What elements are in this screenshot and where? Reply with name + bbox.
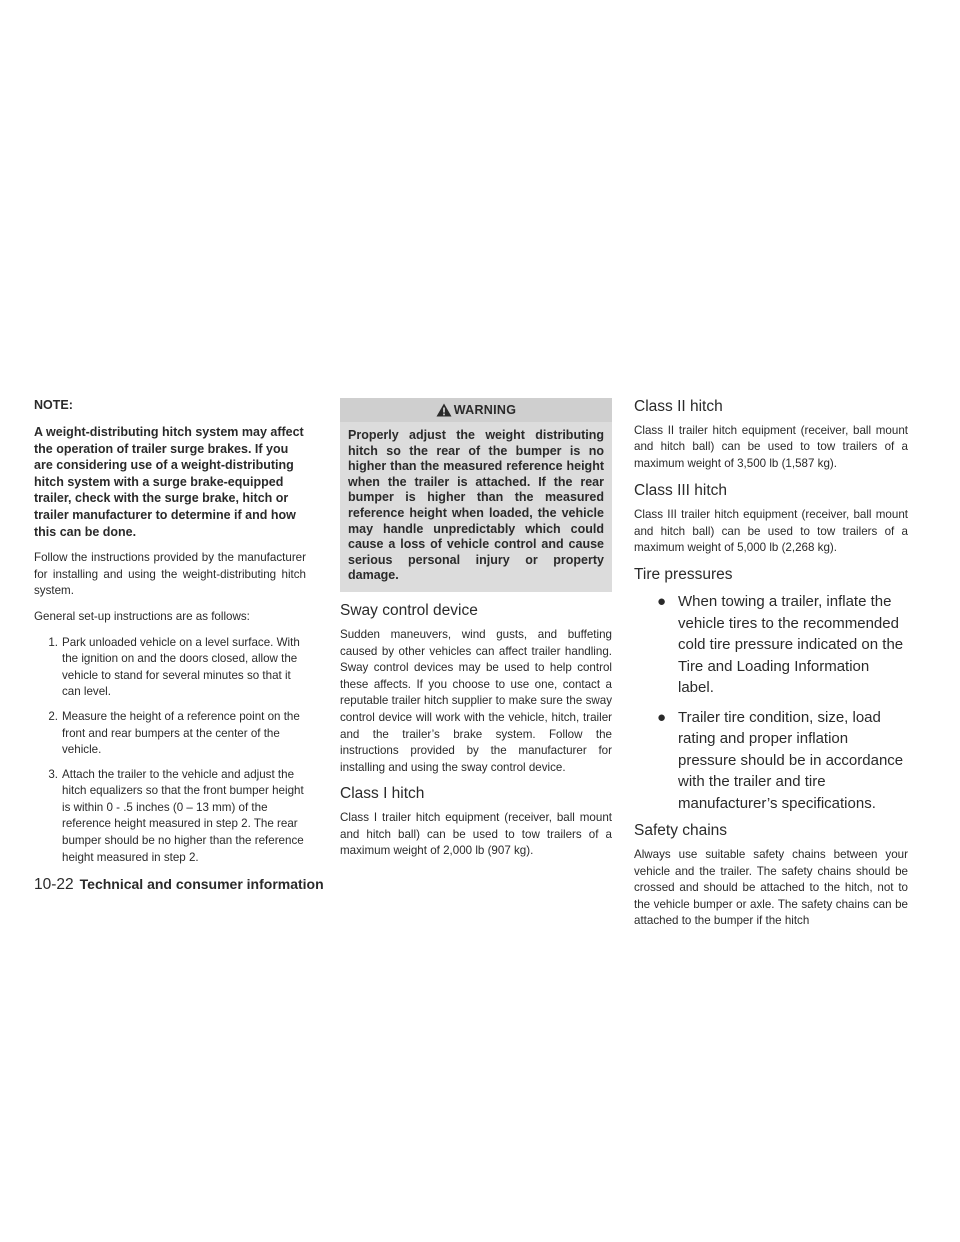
warning-triangle-icon: [436, 403, 452, 417]
sway-control-heading: Sway control device: [340, 601, 478, 619]
bullet-text: When towing a trailer, inflate the vehicle tires to the recommended cold tire pressure indicated on the Tire and Loading Information label.: [678, 593, 904, 697]
column-1: [34, 398, 306, 874]
class3-hitch-text: Class III trailer hitch equipment (receiver, ball mount and hitch ball) can be used to tow trailers of a maximum weight of 5,000 lb (2,268 kg).: [634, 508, 908, 555]
list-item: [634, 591, 908, 699]
instructions-paragraph: Follow the instructions provided by the manufacturer for installing and using the weight-distributing hitch system.: [34, 551, 306, 598]
list-item: [34, 709, 306, 759]
warning-title: WARNING: [453, 403, 517, 417]
bullet-text: Trailer tire condition, size, load rating and proper inflation pressure should be in accordance with the trailer and tire manufacturer’s specifications.: [678, 708, 904, 812]
tire-pressures-heading: Tire pressures: [634, 566, 733, 584]
bullet-icon: ●: [656, 593, 666, 611]
step-text: Attach the trailer to the vehicle and adjust the hitch equalizers so that the front bumper height is within 0 - .5 inches (0 – 13 mm) of the reference height measured in step 2. The rear bumper should be no higher than the reference height measured in step 2.: [62, 767, 304, 864]
safety-chains-text: Always use suitable safety chains between your vehicle and the trailer. The safety chains should be crossed and should be attached to the hitch, not to the vehicle bumper or axle. The safety chains can be attached to the bumper if the hitch: [634, 848, 908, 928]
page-footer: [34, 876, 324, 894]
setup-steps-list: [34, 635, 306, 867]
class2-hitch-heading: Class II hitch: [634, 398, 723, 415]
sway-control-text: Sudden maneuvers, wind gusts, and buffeting caused by other vehicles can affect trailer handling. Sway control devices may be used to help control these affects. If you choose to use one, contact a reputable trailer hitch supplier to make sure the sway control device will work with the vehicle, hitch, trailer and the trailer’s brake system. Follow the instructions provided by the manufacturer for installing and using the sway control device.: [340, 627, 612, 774]
list-item: [34, 635, 306, 701]
warning-text: Properly adjust the weight distributing hitch so the rear of the bumper is no higher than the measured reference height when the trailer is attached. If the rear bumper is higher than the measured reference height when loaded, the vehicle may handle unpredictably which could cause a loss of vehicle control and cause serious personal injury or property damage.: [348, 428, 604, 583]
page-section-title: Technical and consumer information: [79, 876, 324, 892]
page-number: 10-22: [34, 876, 74, 893]
note-text: A weight-distributing hitch system may affect the operation of trailer surge brakes. If you are considering use of a weight-distributing hitch system with a surge brake-equipped trailer, check with the surge brake, hitch or trailer manufacturer to determine if and how this can be done.: [34, 425, 304, 539]
warning-box: [340, 398, 612, 592]
safety-chains-heading: Safety chains: [634, 822, 728, 840]
setup-intro-paragraph: General set-up instructions are as follows:: [34, 609, 250, 623]
step-text: Park unloaded vehicle on a level surface. With the ignition on and the doors closed, allow the vehicle to stand for several minutes so that it can level.: [62, 635, 300, 699]
warning-header: [340, 398, 612, 422]
class3-hitch-heading: Class III hitch: [634, 482, 728, 500]
column-3: [634, 398, 908, 939]
bullet-icon: ●: [656, 708, 666, 726]
list-item: [634, 707, 908, 815]
step-number: 1.: [48, 635, 58, 649]
class1-hitch-text: Class I trailer hitch equipment (receiver, ball mount and hitch ball) can be used to tow trailers of a maximum weight of 2,000 lb (907 kg).: [340, 811, 612, 858]
list-item: [34, 767, 306, 867]
step-number: 2.: [48, 709, 58, 723]
column-2: [340, 398, 612, 869]
class1-hitch-heading: Class I hitch: [340, 785, 425, 803]
step-number: 3.: [48, 767, 58, 781]
note-label: NOTE:: [34, 398, 73, 412]
class2-hitch-text: Class II trailer hitch equipment (receiver, ball mount and hitch ball) can be used to tow trailers of a maximum weight of 3,500 lb (1,587 kg).: [634, 424, 908, 470]
tire-pressures-list: [634, 591, 908, 814]
step-text: Measure the height of a reference point on the front and rear bumpers at the center of the vehicle.: [62, 709, 300, 757]
